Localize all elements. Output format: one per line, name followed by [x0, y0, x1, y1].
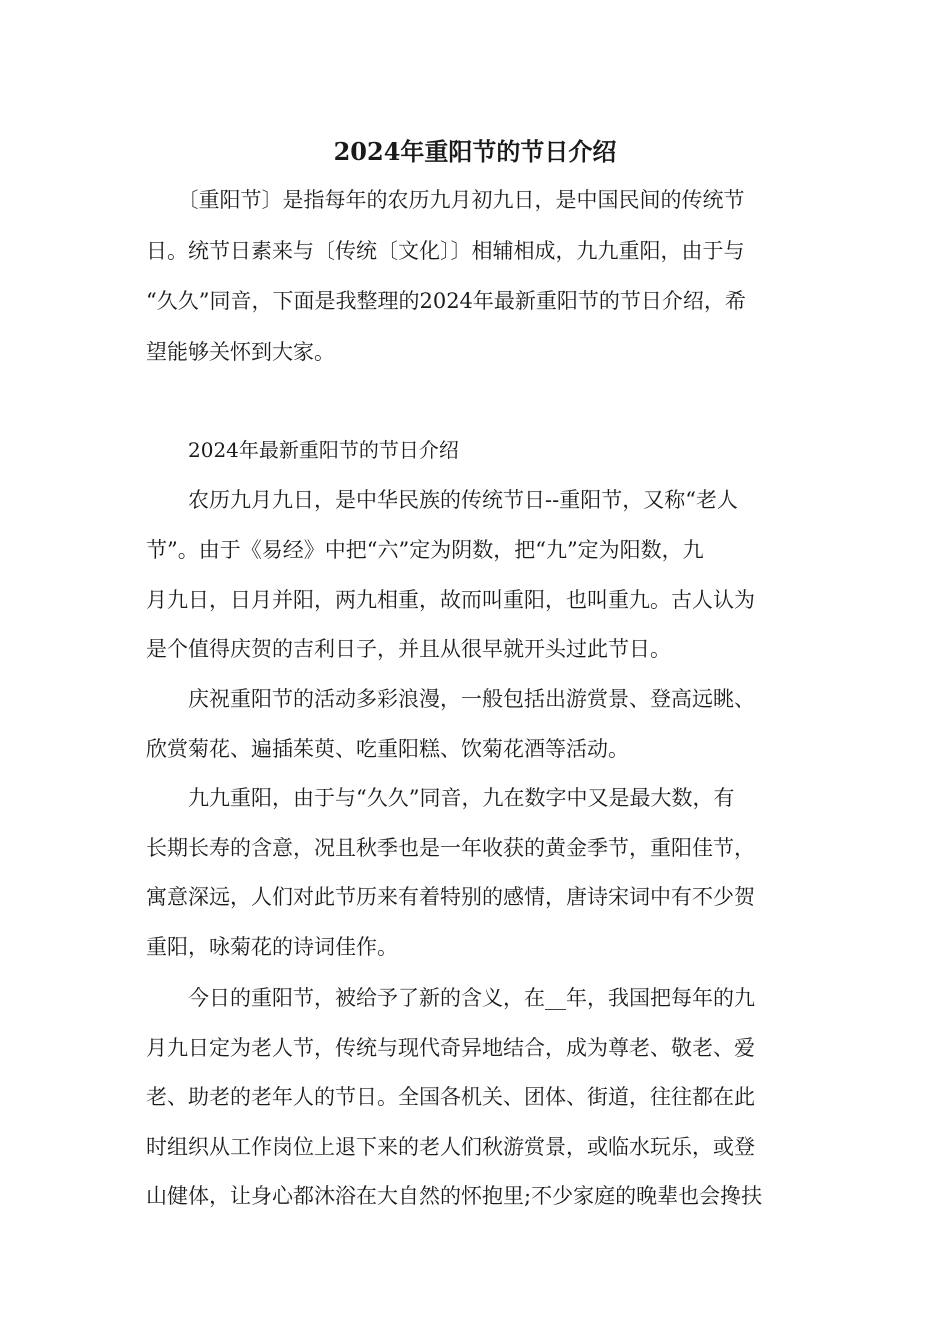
paragraph3-line-1: 九九重阳，由于与“久久”同音，九在数字中又是最大数，有: [146, 786, 735, 810]
section-subheading: 2024年最新重阳节的节日介绍: [188, 438, 459, 462]
paragraph4-line-1: 今日的重阳节，被给予了新的含义，在__年，我国把每年的九: [146, 986, 755, 1010]
paragraph1-line-1: 农历九月九日，是中华民族的传统节日--重阳节，又称“老人: [146, 488, 738, 512]
intro-line-1: 〔重阳节〕是指每年的农历九月初九日，是中国民间的传统节: [146, 188, 745, 212]
paragraph4-line-4: 时组织从工作岗位上退下来的老人们秋游赏景，或临水玩乐，或登: [146, 1135, 755, 1159]
paragraph1-line-3: 月九日，日月并阳，两九相重，故而叫重阳，也叫重九。古人认为: [146, 588, 755, 612]
paragraph4-line-3: 老、助老的老年人的节日。全国各机关、团体、街道，往往都在此: [146, 1085, 755, 1109]
paragraph3-line-3: 寓意深远，人们对此节历来有着特别的感情，唐诗宋词中有不少贺: [146, 885, 755, 909]
intro-line-3: “久久”同音，下面是我整理的2024年最新重阳节的节日介绍，希: [146, 289, 746, 313]
intro-line-2: 日。统节日素来与〔传统〔文化〕〕相辅相成，九九重阳，由于与: [146, 239, 745, 263]
document-title: 2024年重阳节的节日介绍: [333, 137, 617, 166]
paragraph2-line-1: 庆祝重阳节的活动多彩浪漫，一般包括出游赏景、登高远眺、: [146, 687, 755, 711]
paragraph1-line-4: 是个值得庆贺的吉利日子，并且从很早就开头过此节日。: [146, 637, 671, 661]
paragraph1-line-2: 节”。由于《易经》中把“六”定为阴数，把“九”定为阳数，九: [146, 538, 704, 562]
paragraph2-line-2: 欣赏菊花、遍插茱萸、吃重阳糕、饮菊花酒等活动。: [146, 737, 629, 761]
paragraph4-line-5: 山健体，让身心都沐浴在大自然的怀抱里;不少家庭的晚辈也会搀扶: [146, 1184, 763, 1208]
paragraph4-line-2: 月九日定为老人节，传统与现代奇异地结合，成为尊老、敬老、爱: [146, 1036, 755, 1060]
paragraph3-line-4: 重阳，咏菊花的诗词佳作。: [146, 935, 398, 959]
intro-line-4: 望能够关怀到大家。: [146, 340, 335, 364]
paragraph3-line-2: 长期长寿的含意，况且秋季也是一年收获的黄金季节，重阳佳节，: [146, 836, 755, 860]
